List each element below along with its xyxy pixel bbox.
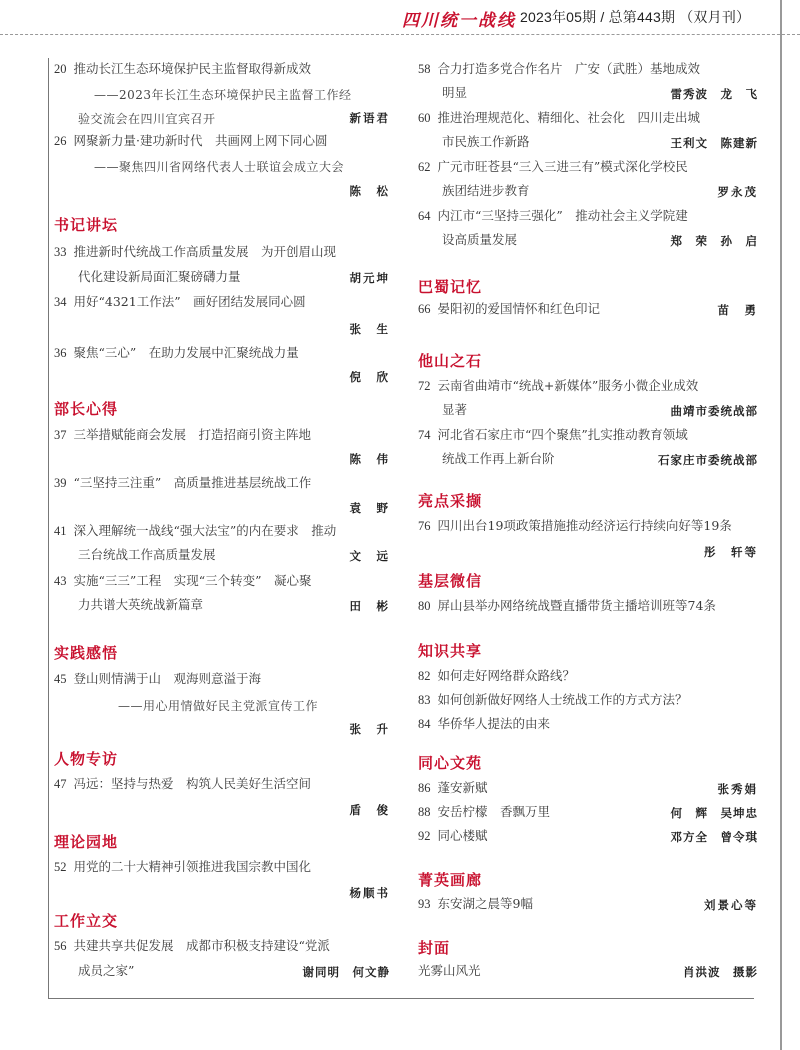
toc-author: 新语君: [349, 111, 390, 125]
toc-author: 陈 伟: [349, 452, 390, 466]
section-heading: 巴蜀记忆: [418, 278, 483, 296]
toc-entry[interactable]: 93 东安湖之晨等9幅: [418, 896, 533, 911]
toc-entry[interactable]: 64 内江市“三坚持三强化” 推动社会主义学院建: [418, 208, 688, 223]
toc-author: 陈 松: [349, 184, 390, 198]
toc-entry[interactable]: 41 深入理解统一战线“强大法宝”的内在要求 推动: [54, 523, 337, 538]
toc-entry-cont: 力共谱大英统战新篇章: [78, 597, 204, 612]
toc-author: 胡元坤: [349, 271, 390, 285]
toc-author: 何 辉 吴坤忠: [670, 806, 758, 820]
toc-author: 雷秀波 龙 飞: [670, 87, 758, 101]
section-heading: 知识共享: [418, 642, 483, 660]
toc-author: 肖洪波 摄影: [683, 965, 758, 979]
issue-info: 2023年05期 / 总第443期 （双月刊）: [520, 9, 751, 25]
section-heading: 同心文苑: [418, 754, 483, 772]
toc-entry[interactable]: 43 实施“三三”工程 实现“三个转变” 凝心聚: [54, 573, 312, 588]
toc-author: 郑 荣 孙 启: [670, 234, 758, 248]
margin-rule: [48, 58, 49, 998]
toc-entry-cont: 设高质量发展: [442, 232, 518, 247]
toc-entry[interactable]: 20 推动长江生态环境保护民主监督取得新成效: [54, 61, 312, 76]
section-heading: 他山之石: [418, 352, 483, 370]
toc-author: 张 升: [349, 722, 390, 736]
page-edge: [780, 0, 782, 1050]
section-heading: 人物专访: [54, 750, 119, 768]
toc-entry-cont: 族团结进步教育: [442, 183, 530, 198]
toc-entry[interactable]: 36 聚焦“三心” 在助力发展中汇聚统战力量: [54, 345, 299, 360]
section-heading: 封面: [418, 939, 451, 957]
toc-entry[interactable]: 52 用党的二十大精神引领推进我国宗教中国化: [54, 859, 312, 874]
toc-author: 罗永茂: [717, 185, 758, 199]
toc-author: 倪 欣: [349, 370, 390, 384]
toc-author: 苗 勇: [717, 303, 758, 317]
page-header: [0, 0, 800, 34]
section-heading: 菁英画廊: [418, 871, 483, 889]
toc-entry[interactable]: 92 同心楼赋: [418, 828, 488, 843]
toc-entry-cont: 统战工作再上新台阶: [442, 451, 555, 466]
toc-entry[interactable]: 82 如何走好网络群众路线？: [418, 668, 576, 683]
toc-entry[interactable]: 66 晏阳初的爱国情怀和红色印记: [418, 301, 601, 316]
toc-entry[interactable]: 60 推进治理规范化、精细化、社会化 四川走出城: [418, 110, 701, 125]
toc-entry[interactable]: 83 如何创新做好网络人士统战工作的方式方法？: [418, 692, 688, 707]
toc-entry[interactable]: 光雾山风光: [418, 963, 481, 978]
toc-author: 张秀娟: [717, 782, 758, 796]
toc-subtitle: 验交流会在四川宜宾召开: [78, 112, 216, 126]
section-heading: 基层微信: [418, 572, 483, 590]
toc-entry[interactable]: 34 用好“4321工作法” 画好团结发展同心圆: [54, 294, 306, 309]
toc-subtitle: ——用心用情做好民主党派宣传工作: [118, 699, 319, 713]
toc-entry[interactable]: 86 蓬安新赋: [418, 780, 488, 795]
toc-entry[interactable]: 88 安岳柠檬 香飘万里: [418, 804, 551, 819]
toc-entry-cont: 市民族工作新路: [442, 134, 530, 149]
toc-subtitle: ——聚焦四川省网络代表人士联谊会成立大会: [94, 160, 345, 174]
toc-author: 张 生: [349, 322, 390, 336]
toc-author: 田 彬: [349, 599, 390, 613]
toc-entry-cont: 三台统战工作高质量发展: [78, 547, 216, 562]
toc-entry[interactable]: 80 屏山县举办网络统战暨直播带货主播培训班等74条: [418, 598, 716, 613]
toc-author: 曲靖市委统战部: [670, 404, 758, 418]
toc-entry[interactable]: 33 推进新时代统战工作高质量发展 为开创眉山现: [54, 244, 337, 259]
toc-entry[interactable]: 72 云南省曲靖市“统战+新媒体”服务小微企业成效: [418, 378, 699, 393]
toc-entry[interactable]: 26 网聚新力量·建功新时代 共画网上网下同心圆: [54, 133, 328, 148]
toc-author: 谢同明 何文静: [302, 965, 390, 979]
toc-author: 彤 轩等: [704, 545, 758, 559]
toc-author: 王利文 陈建新: [670, 136, 758, 150]
toc-entry-cont: 成员之家”: [78, 963, 135, 978]
toc-entry[interactable]: 74 河北省石家庄市“四个聚焦”扎实推动教育领域: [418, 427, 688, 442]
section-heading: 部长心得: [54, 400, 119, 418]
header-divider: [0, 34, 800, 35]
toc-entry-cont: 代化建设新局面汇聚磅礴力量: [78, 269, 241, 284]
section-heading: 工作立交: [54, 912, 119, 930]
toc-entry[interactable]: 56 共建共享共促发展 成都市积极支持建设“党派: [54, 938, 330, 953]
section-heading: 亮点采撷: [418, 492, 483, 510]
toc-entry[interactable]: 37 三举措赋能商会发展 打造招商引资主阵地: [54, 427, 312, 442]
toc-entry[interactable]: 45 登山则情满于山 观海则意溢于海: [54, 671, 262, 686]
toc-author: 邓方全 曾令琪: [670, 830, 758, 844]
toc-author: 石家庄市委统战部: [658, 453, 758, 467]
toc-entry-cont: 明显: [442, 85, 468, 100]
masthead: 四川统一战线: [402, 11, 516, 31]
toc-entry[interactable]: 76 四川出台19项政策措施推动经济运行持续向好等19条: [418, 518, 732, 533]
toc-subtitle: ——2023年长江生态环境保护民主监督工作经: [94, 88, 352, 102]
toc-entry[interactable]: 39 “三坚持三注重” 高质量推进基层统战工作: [54, 475, 312, 490]
toc-entry[interactable]: 62 广元市旺苍县“三入三进三有”模式深化学校民: [418, 159, 688, 174]
toc-author: 刘景心等: [704, 898, 758, 912]
toc-entry-cont: 显著: [442, 402, 468, 417]
section-heading: 实践感悟: [54, 644, 119, 662]
section-heading: 理论园地: [54, 833, 119, 851]
toc-entry[interactable]: 47 冯远：坚持与热爱 构筑人民美好生活空间: [54, 776, 312, 791]
toc-author: 文 远: [349, 549, 390, 563]
toc-entry[interactable]: 58 合力打造多党合作名片 广安（武胜）基地成效: [418, 61, 701, 76]
footer-rule: [48, 998, 754, 999]
toc-author: 杨顺书: [349, 886, 390, 900]
toc-entry[interactable]: 84 华侨华人提法的由来: [418, 716, 551, 731]
section-heading: 书记讲坛: [54, 216, 119, 234]
toc-author: 盾 俊: [349, 803, 390, 817]
toc-author: 袁 野: [349, 501, 390, 515]
